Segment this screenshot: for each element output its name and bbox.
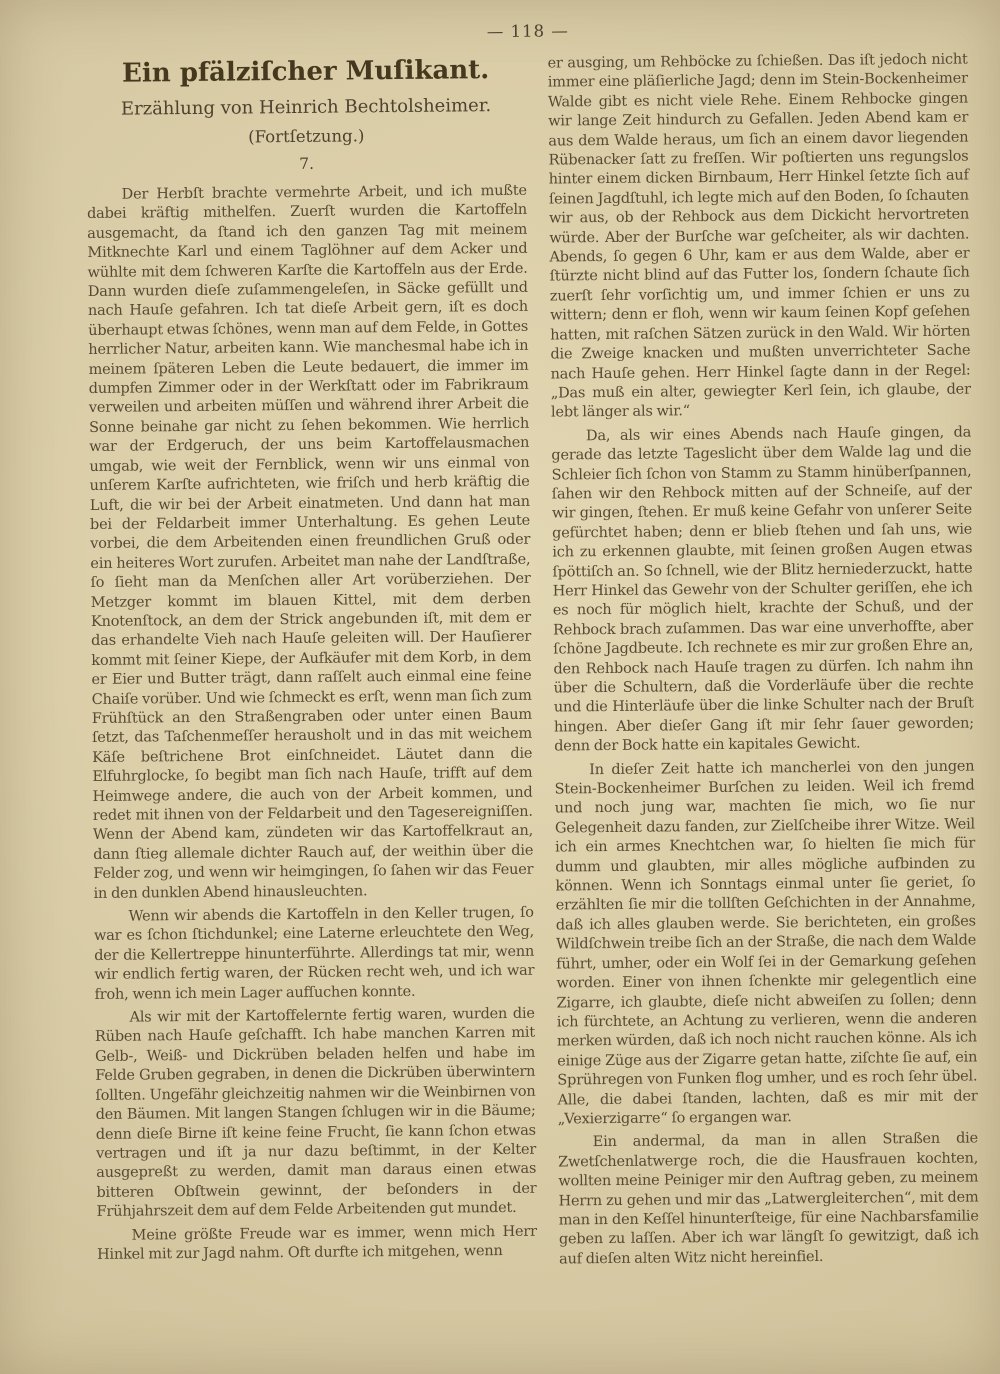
paragraph: Ein andermal, da man in allen Straßen die Zwetſchenlatwerge roch, die die Hausfrauen kochten, wollten meine Peiniger mir den Auftrag geben, zu meinem Herrn zu gehen und mir das „Latwergleiterchen“, mit dem man in den Keſſel hinunterſteige, für eine Nachbarsfamilie geben zu laſſen. Aber ich war längſt ſo gewitzigt, daß ich auf dieſen alten Witz nicht hereinfiel. (558, 1130, 979, 1268)
paragraph: In dieſer Zeit hatte ich mancherlei von den jungen Stein-Bockenheimer Burſchen zu leiden. Weil ich fremd und noch jung war, machten ſie mich, wo ſie nur Gelegenheit dazu fanden, zur Zielſcheibe ihrer Witze. Weil ich ein armes Knechtchen war, ſo hielten ſie mich für dumm und glaubten, mir alles mögliche aufbinden zu können. Wenn ich Sonntags einmal unter ſie geriet, ſo erzählten ſie mir die tollſten Geſchichten in der Annahme, daß ich alles glauben werde. Sie berichteten, ein großes Wildſchwein treibe ſich an der Straße, die nach dem Walde führt, umher, oder ein Wolf ſei in der Gemarkung geſehen worden. Einer von ihnen ſchenkte mir gelegentlich eine Zigarre, ich glaubte, dieſe nicht abweiſen zu ſollen; denn ich fürchtete, an Achtung zu verlieren, wenn die anderen merken würden, daß ich noch nicht rauchen könne. Als ich einige Züge aus der Zigarre getan hatte, ziſchte ſie auf, ein Sprühregen von Funken flog umher, und es roch ſehr übel. Alle, die dabei ſtanden, lachten, daß es mir mit der „Vexierzigarre“ ſo ergangen war. (554, 758, 978, 1128)
paragraph: Als wir mit der Kartoffelernte fertig waren, wurden die Rüben nach Hauſe geſchafft. Ich habe manchen Karren mit Gelb-, Weiß- und Dickrüben beladen helfen und habe im Felde Gruben gegraben, in denen die Dickrüben überwintern ſollten. Ungefähr gleichzeitig nahmen wir die Weinbirnen von den Bäumen. Mit langen Stangen ſchlugen wir in die Bäume; denn dieſe Birne iſt keine feine Frucht, ſie kann ſchon etwas vertragen und iſt ja nur dazu beſtimmt, in der Kelter ausgepreßt zu werden, damit man daraus einen etwas bitteren Obſtwein gewinnt, der beſonders in der Frühjahrszeit dem auf dem Felde Arbeitenden gut mundet. (94, 1005, 537, 1221)
column-left-text (87, 182, 537, 1266)
column-right (547, 47, 979, 1270)
article-subtitle: Erzählung von Heinrich Bechtolsheimer. (120, 95, 492, 120)
paragraph: Wenn wir abends die Kartoffeln in den Keller trugen, ſo war es ſchon ſtichdunkel; eine Laterne erleuchtete den Weg, der die Kellertreppe hinunterführte. Allerdings tat mir, wenn wir endlich fertig waren, der Rücken recht weh, und ich war froh, wenn ich mein Lager aufſuchen konnte. (93, 904, 535, 1003)
paragraph: Da, als wir eines Abends nach Hauſe gingen, da gerade das letzte Tageslicht über dem Walde lag und die Schleier ſich ſchon von Stamm zu Stamm hinüberſpannen, ſahen wir den Rehbock mitten auf der Schneiſe, auf der wir gingen, ſtehen. Er muß keine Gefahr von unſerer Seite gefürchtet haben; denn er blieb ſtehen und ſah uns, wie ich zu erkennen glaubte, mit ſeinen großen Augen etwas ſpöttiſch an. So ſchnell, wie der Blitz herniederzuckt, hatte Herr Hinkel das Gewehr von der Schulter geriſſen, ehe ich es noch für möglich hielt, krachte der Schuß, und der Rehbock brach zuſammen. Das war eine unverhoffte, aber ſchöne Jagdbeute. Ich rechnete es mir zur großen Ehre an, den Rehbock nach Hauſe tragen zu dürfen. Ich nahm ihn über die Schultern, daß die Vorderläufe über die rechte und die Hinterläufe über die linke Schulter nach der Bruſt hingen. Aber dieſer Gang iſt mir ſehr ſauer geworden; denn der Bock hatte ein kapitales Gewicht. (551, 424, 975, 755)
page-number: — 118 — (486, 21, 569, 42)
paragraph: er ausging, um Rehböcke zu ſchießen. Das iſt jedoch nicht immer eine pläſierliche Jagd; denn im Stein-Bockenheimer Walde gibt es nicht viele Rehe. Einem Rehbocke gingen wir lange Zeit hindurch zu Gefallen. Jeden Abend kam er aus dem Walde heraus, um ſich an einem davor liegenden Rübenacker ſatt zu freſſen. Wir poſtierten uns regungslos hinter einem dicken Birnbaum, Herr Hinkel ſetzte ſich auf ſeinen Jagdſtuhl, ich legte mich auf den Boden, ſo ſchauten wir aus, ob der Rehbock aus dem Dickicht hervortreten würde. Aber der Burſche war geſcheiter, als wir dachten. Abends, ſo gegen 6 Uhr, kam er aus dem Walde, aber er ſtürzte nicht blind auf das Futter los, ſondern ſchaute ſich zuerſt ſehr vorſichtig um, und immer ſchien er uns zu wittern; denn er floh, wenn wir kaum ſeinen Kopf geſehen hatten, mit raſchen Sätzen zurück in den Wald. Wir hörten die Zweige knacken und mußten unverrichteter Sache nach Hauſe gehen. Herr Hinkel ſagte dann in der Regel: „Das muß ein alter, gewiegter Kerl ſein, ich glaube, der lebt länger als wir.“ (547, 51, 971, 421)
article-title: Ein pfälziſcher Muſikant. (121, 55, 490, 89)
paragraph: Der Herbſt brachte vermehrte Arbeit, und ich mußte dabei kräftig mithelfen. Zuerſt wurden die Kartoffeln ausgemacht, da ſtand ich den ganzen Tag mit meinem Mitknechte Karl und einem Taglöhner auf dem Acker und wühlte mit dem ſchweren Karſte die Kartoffeln aus der Erde. Dann wurden dieſe zuſammengeleſen, in Säcke gefüllt und nach Hauſe gefahren. Ich tat dieſe Arbeit gern, iſt es doch überhaupt etwas ſchönes, wenn man auf dem Felde, in Gottes herrlicher Natur, arbeiten kann. Wie manchesmal habe ich in meinem ſpäteren Leben die Leute bedauert, die immer im dumpfen Zimmer oder in der Werkſtatt oder im Fabrikraum verweilen und arbeiten müſſen und während ihrer Arbeit die Sonne beinahe gar nicht zu ſehen bekommen. Wie herrlich war der Erdgeruch, der uns beim Kartoffelausmachen umgab, wie weit der Fernblick, wenn wir uns einmal von unſerem Karſte aufrichteten, wie friſch und herb kräftig die Luft, die wir bei der Arbeit einatmeten. Und dann hat man bei der Feldarbeit immer Unterhaltung. Es gehen Leute vorbei, die dem Arbeitenden einen freundlichen Gruß oder ein heiteres Wort zurufen. Arbeitet man nahe der Landſtraße, ſo ſieht man da Menſchen aller Art vorüberziehen. Der Metzger kommt im blauen Kittel, mit dem derben Knotenſtock, an dem der Strick angebunden iſt, mit dem er das erhandelte Vieh nach Hauſe geleiten will. Der Hauſierer kommt mit ſeiner Kiepe, der Aufkäufer mit dem Korb, in dem er Eier und Butter trägt, dann raſſelt auch einmal eine feine Chaiſe vorüber. Und wie ſchmeckt es erſt, wenn man ſich zum Frühſtück an den Straßengraben oder unter einen Baum ſetzt, das Taſchenmeſſer herausholt und in das mit weichem Käſe beſtrichene Brot einſchneidet. Läutet dann die Elfuhrglocke, ſo begibt man ſich nach Hauſe, trifft auf dem Heimwege andere, die auch von der Arbeit kommen, und redet mit ihnen von der Feldarbeit und den Tagesereigniſſen. Wenn der Abend kam, zündeten wir das Kartoffelkraut an, dann ſtieg allemale dichter Rauch auf, der weithin über die Felder zog, und wenn wir heimgingen, ſo ſahen wir das Feuer in den dunklen Abend hinausleuchten. (86, 182, 534, 902)
column-left (86, 51, 538, 1274)
section-number: 7. (299, 154, 315, 173)
continuation-note: (Fortſetzung.) (248, 126, 365, 147)
paragraph: Meine größte Freude war es immer, wenn mich Herr Hinkel mit zur Jagd nahm. Oft durfte ich mitgehen, wenn (96, 1223, 537, 1263)
columns (86, 46, 983, 1274)
